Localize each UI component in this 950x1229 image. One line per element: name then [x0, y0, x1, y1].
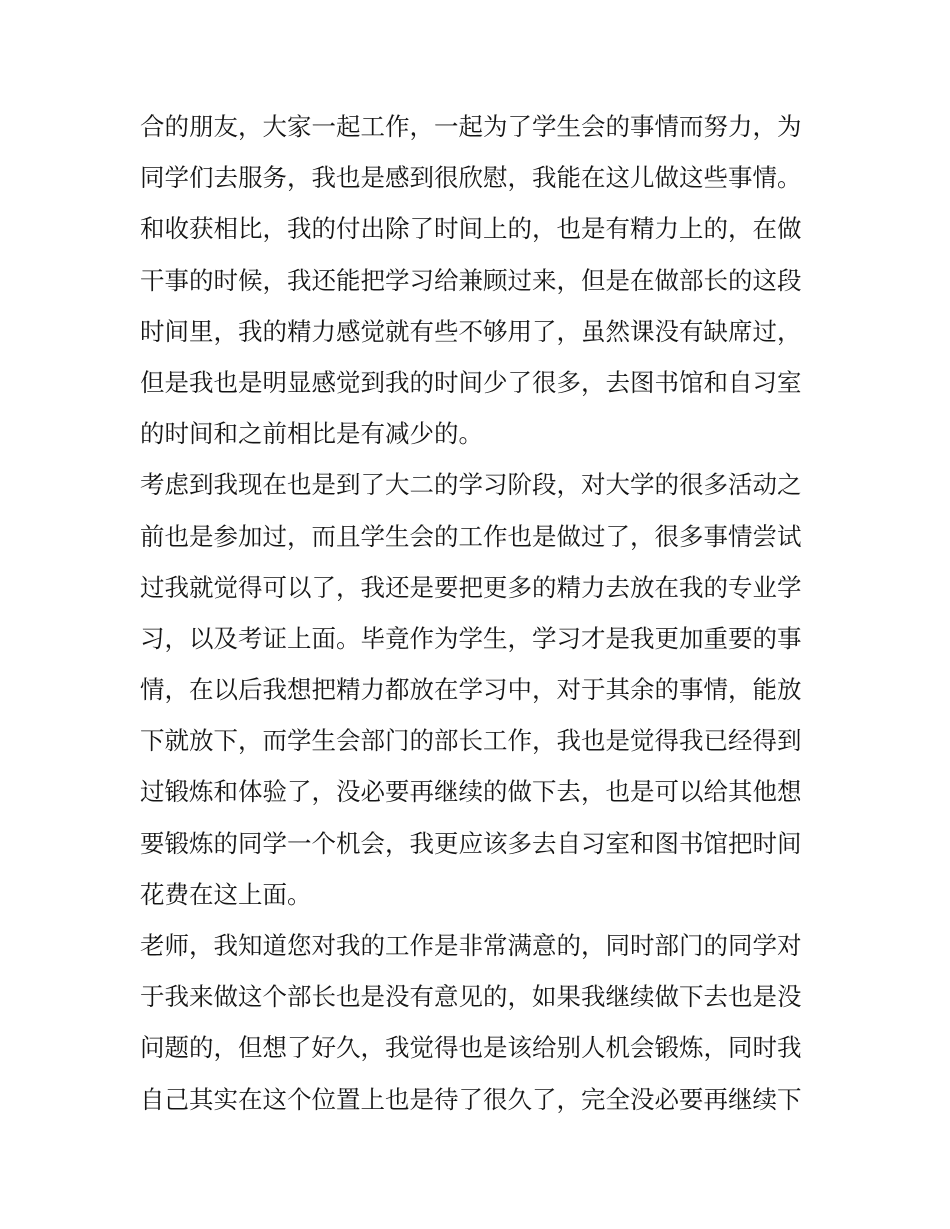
text-line: 自己其实在这个位置上也是待了很久了，完全没必要再继续下 [140, 1084, 802, 1114]
text-line: 情，在以后我想把精力都放在学习中，对于其余的事情，能放 [140, 675, 802, 705]
text-line: 老师，我知道您对我的工作是非常满意的，同时部门的同学对 [140, 931, 802, 960]
text-line: 的时间和之前相比是有减少的。 [140, 419, 483, 449]
text-line: 时间里，我的精力感觉就有些不够用了，虽然课没有缺席过， [140, 316, 802, 346]
text-line: 同学们去服务，我也是感到很欣慰，我能在这儿做这些事情。 [140, 163, 802, 193]
text-line: 前也是参加过，而且学生会的工作也是做过了，很多事情尝试 [140, 521, 802, 551]
text-line: 干事的时候，我还能把学习给兼顾过来，但是在做部长的这段 [140, 265, 802, 295]
body-text [140, 101, 820, 1125]
text-line: 于我来做这个部长也是没有意见的，如果我继续做下去也是没 [140, 982, 802, 1012]
text-line: 花费在这上面。 [140, 879, 312, 909]
text-line: 习，以及考证上面。毕竟作为学生，学习才是我更加重要的事 [140, 623, 802, 653]
text-line: 过我就觉得可以了，我还是要把更多的精力去放在我的专业学 [140, 572, 802, 602]
text-line: 下就放下，而学生会部门的部长工作，我也是觉得我已经得到 [140, 726, 802, 756]
text-line: 过锻炼和体验了，没必要再继续的做下去，也是可以给其他想 [140, 777, 802, 807]
text-line: 要锻炼的同学一个机会，我更应该多去自习室和图书馆把时间 [140, 828, 802, 858]
text-line: 考虑到我现在也是到了大二的学习阶段，对大学的很多活动之 [140, 470, 802, 500]
text-line: 合的朋友，大家一起工作，一起为了学生会的事情而努力，为 [140, 112, 802, 141]
text-line: 和收获相比，我的付出除了时间上的，也是有精力上的，在做 [140, 214, 802, 244]
text-line: 问题的，但想了好久，我觉得也是该给别人机会锻炼，同时我 [140, 1033, 802, 1063]
text-line: 但是我也是明显感觉到我的时间少了很多，去图书馆和自习室 [140, 367, 802, 397]
